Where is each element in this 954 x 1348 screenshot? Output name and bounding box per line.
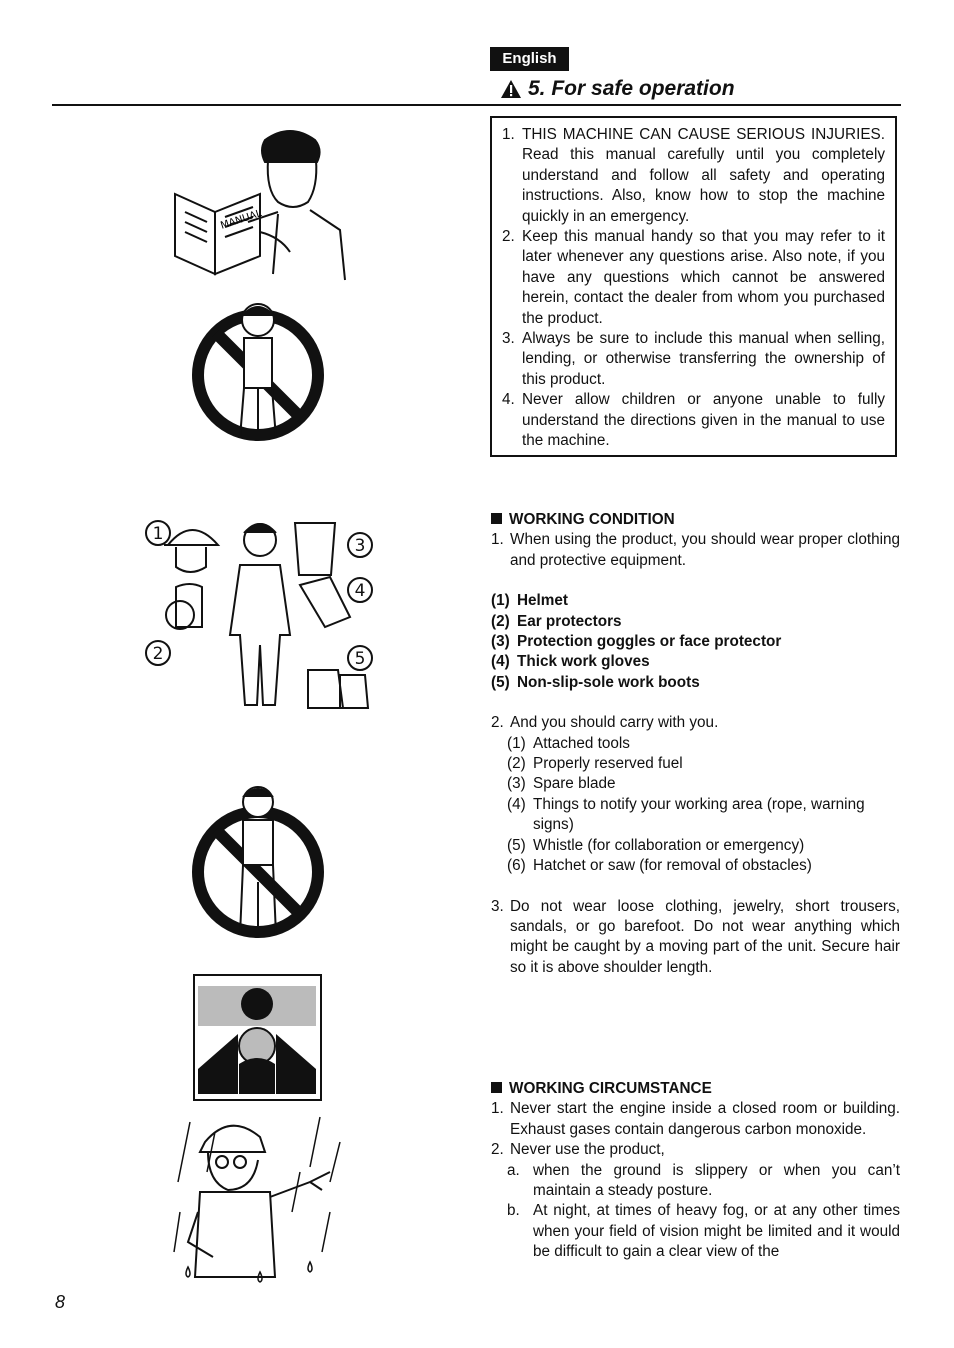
- item-text: Never allow children or anyone unable to fully understand the directions given in the manual to use the machine.: [522, 391, 885, 450]
- list-item: 3. Do not wear loose clothing, jewelry, short trousers, sandals, or go barefoot. Do not wear anything which might be caught by a moving part of the unit. Secure hair so it is above shoulder length.: [491, 897, 900, 976]
- carry-item: (4) Things to notify your working area (rope, warning signs): [507, 795, 865, 834]
- equipment-item: (1) Helmet: [491, 592, 569, 610]
- page-number: 8: [55, 1292, 66, 1312]
- exhaust-gas-warning-icon: [193, 974, 323, 1102]
- equipment-item: (2) Ear protectors: [491, 612, 622, 630]
- callout-5: 5: [354, 649, 366, 669]
- item-number: 3.: [502, 330, 515, 348]
- list-item: 2. Never use the product,: [491, 1141, 665, 1159]
- carry-item: (2) Properly reserved fuel: [507, 755, 683, 773]
- sub-item: b. At night, at times of heavy fog, or at any other times when your field of vision might be limited and it would be difficult to gain a clear view of the: [507, 1202, 900, 1261]
- sub-item: a. when the ground is slippery or when you can’t maintain a steady posture.: [507, 1161, 900, 1200]
- list-item: [502, 329, 885, 390]
- carry-item: (1) Attached tools: [507, 734, 630, 752]
- working-condition-section: [491, 510, 900, 978]
- manual-label: MANUAL: [219, 208, 264, 232]
- equipment-item: (3) Protection goggles or face protector: [491, 633, 782, 651]
- list-item: 1. Never start the engine inside a closed room or building. Exhaust gases contain dangerous carbon monoxide.: [491, 1100, 900, 1138]
- callout-2: 2: [152, 644, 164, 664]
- carry-item: (6) Hatchet or saw (for removal of obstacles): [507, 857, 812, 875]
- protective-equipment-illustration: [140, 515, 375, 715]
- man-reading-manual-illustration: [170, 122, 350, 282]
- list-item: [502, 227, 885, 329]
- square-bullet-icon: [491, 513, 502, 524]
- worker-in-rain-illustration: [170, 1112, 360, 1282]
- list-item: 2. And you should carry with you.: [491, 714, 719, 732]
- item-text: THIS MACHINE CAN CAUSE SERIOUS INJURIES. Read this manual carefully until you completely understand and follow all safety and operating instructions. Also, know how to stop the machine quickly in an emergency.: [522, 126, 885, 225]
- item-number: 1.: [502, 126, 515, 143]
- intro-warning-box: [490, 116, 897, 457]
- item-text: Always be sure to include this manual when selling, lending, or otherwise transferring the ownership of this product.: [522, 330, 885, 388]
- square-bullet-icon: [491, 1082, 502, 1093]
- working-circumstance-heading: WORKING CIRCUMSTANCE: [491, 1079, 900, 1099]
- section-title-text: 5. For safe operation: [528, 77, 735, 100]
- equipment-item: (5) Non-slip-sole work boots: [491, 673, 700, 691]
- equipment-item: (4) Thick work gloves: [491, 653, 650, 671]
- header-rule: [52, 104, 901, 106]
- list-item: 1. When using the product, you should wear proper clothing and protective equipment.: [491, 531, 900, 569]
- callout-1: 1: [152, 524, 164, 544]
- no-children-prohibition-icon: [186, 298, 336, 448]
- item-text: Keep this manual handy so that you may refer to it later whenever any questions arise. Also note, if you have any questions which cannot be answered herein, contact the dealer from whom you purchased the product.: [522, 228, 885, 327]
- section-title: [500, 75, 735, 103]
- no-loose-clothing-prohibition-icon: [186, 782, 336, 947]
- item-number: 2.: [502, 228, 515, 246]
- callout-4: 4: [354, 581, 366, 601]
- working-circumstance-section: [491, 1079, 900, 1263]
- working-condition-heading: WORKING CONDITION: [491, 510, 900, 530]
- item-number: 4.: [502, 391, 515, 409]
- carry-item: (3) Spare blade: [507, 775, 616, 793]
- carry-item: (5) Whistle (for collaboration or emergency): [507, 836, 805, 854]
- warning-triangle-icon: [500, 79, 522, 99]
- list-item: [502, 125, 885, 227]
- language-badge: English: [490, 47, 569, 71]
- callout-3: 3: [354, 536, 366, 556]
- list-item: [502, 390, 885, 451]
